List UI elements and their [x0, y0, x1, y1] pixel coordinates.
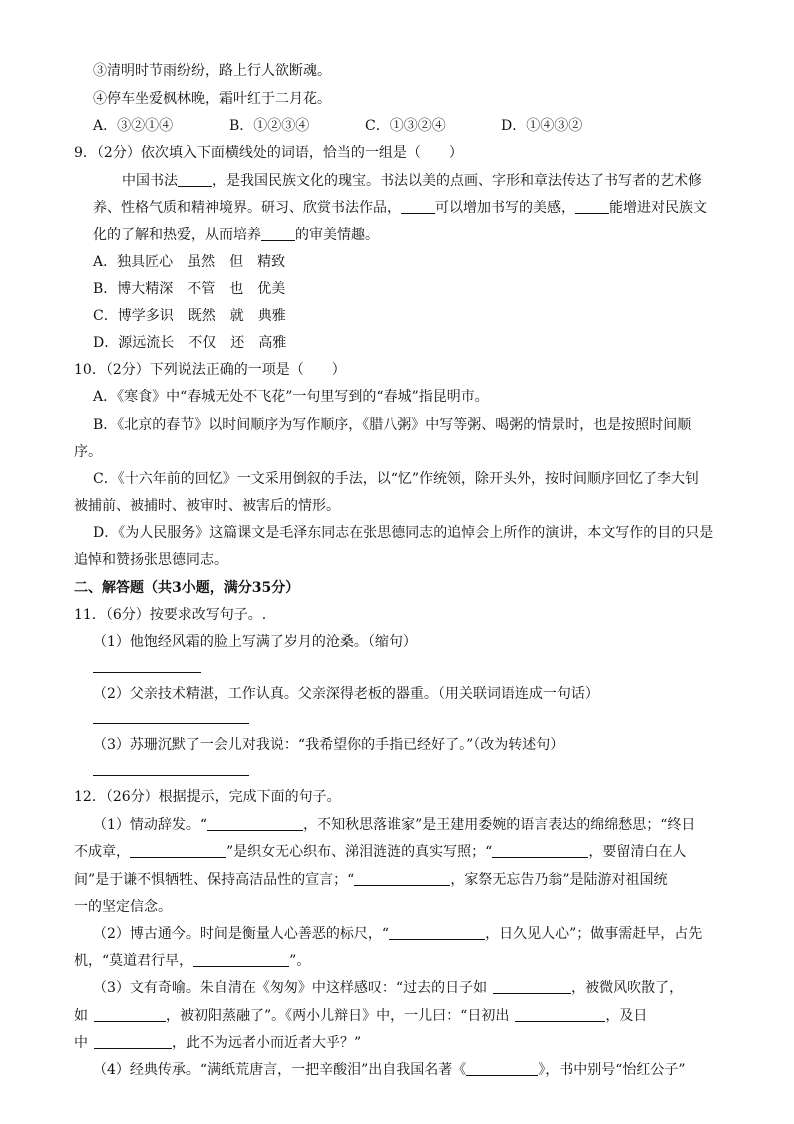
answer-blank: [493, 979, 571, 994]
q12-line-8: 如 ，被初阳蒸融了”。《两小儿辩日》中，一儿曰：“日初出 ，及日: [74, 1008, 648, 1024]
answer-blank: [94, 1034, 172, 1049]
q12-line-4: 一的坚定信念。: [74, 899, 172, 915]
q10-option-a: A．《寒食》中“春城无处不飞花”一句里写到的“春城”指昆明市。: [93, 389, 489, 405]
q12-stem: 12．（26分）根据提示，完成下面的句子。: [74, 789, 341, 805]
q8-line-3: ③清明时节雨纷纷，路上行人欲断魂。: [93, 63, 331, 79]
q9-stem: 9．（2分）依次填入下面横线处的词语，恰当的一组是（ ）: [74, 145, 463, 161]
q11-sentence-2: （2）父亲技术精湛，工作认真。父亲深得老板的器重。（用关联词语连成一句话）: [93, 686, 599, 702]
q8-option-d: D．①④③②: [501, 118, 583, 134]
q12-line-3: 间”是于谦不惧牺牲、保持高洁品性的宣言；“ ，家祭无忘告乃翁”是陆游对祖国统: [74, 872, 668, 888]
q10-option-c-line-1: C．《十六年前的回忆》一文采用倒叙的手法，以“忆”作统领，除开头外，按时间顺序回忆了李大钊: [93, 471, 700, 487]
answer-blank: [401, 199, 435, 214]
q9-passage-line-2: 养、性格气质和精神境界。研习、欣赏书法作品， 可以增加书写的美感， 能增进对民族文: [93, 200, 707, 216]
answer-blank: [575, 199, 609, 214]
q8-options: [93, 116, 582, 136]
section-title: 二、解答题（共3小题，满分35分）: [74, 580, 300, 596]
answer-blank: [466, 1061, 538, 1076]
q12-line-7: （3）文有奇喻。朱自清在《匆匆》中这样感叹：“过去的日子如 ，被微风吹散了，: [93, 980, 684, 996]
q11-answer-line-2[interactable]: [93, 723, 249, 724]
q12-line-1: （1）情动辞发。“ ，不知秋思落谁家”是王建用委婉的语言表达的绵绵愁思；“终日: [93, 817, 696, 833]
answer-blank: [130, 843, 226, 858]
q8-option-c: C．①③②④: [365, 118, 446, 134]
q10-option-d-line-2: 追悼和赞扬张思德同志。: [74, 552, 228, 568]
q10-option-b-line-2: 序。: [74, 444, 102, 460]
q9-option-c: C．博学多识 既然 就 典雅: [93, 308, 286, 324]
q9-passage-line-3: 化的了解和热爱，从而培养 的审美情趣。: [93, 227, 379, 243]
q9-option-d: D．源远流长 不仅 还 高雅: [93, 335, 287, 351]
q8-option-b: B．①②③④: [229, 118, 310, 134]
answer-blank: [178, 172, 212, 187]
q11-sentence-1: （1）他饱经风霜的脸上写满了岁月的沧桑。（缩句）: [93, 634, 417, 650]
answer-blank: [261, 226, 295, 241]
q12-line-9: 中 ，此不为远者小而近者大乎？”: [74, 1035, 362, 1051]
q11-answer-line-1[interactable]: [93, 672, 201, 673]
q9-option-a: A．独具匠心 虽然 但 精致: [93, 254, 286, 270]
answer-blank: [207, 816, 303, 831]
q12-line-2: 不成章， ”是织女无心织布、涕泪涟涟的真实写照；“ ，要留清白在人: [74, 844, 687, 860]
answer-blank: [193, 952, 289, 967]
q11-sentence-3: （3）苏珊沉默了一会儿对我说：“我希望你的手指已经好了。”（改为转述句）: [93, 737, 565, 753]
answer-blank: [354, 871, 450, 886]
q9-passage-line-1: 中国书法 ，是我国民族文化的瑰宝。书法以美的点画、字形和章法传达了书写者的艺术修: [122, 173, 702, 189]
q12-line-5: （2）博古通今。时间是衡量人心善恶的标尺，“ ，日久见人心”；做事需赶早，占先: [93, 926, 703, 942]
q8-option-a: A．③②①④: [93, 118, 174, 134]
q9-option-b: B．博大精深 不管 也 优美: [93, 281, 286, 297]
q12-line-10: （4）经典传承。“满纸荒唐言，一把辛酸泪”出自我国名著《 》，书中别号“怡红公子”: [93, 1062, 686, 1078]
q11-answer-line-3[interactable]: [93, 775, 249, 776]
answer-blank: [492, 843, 588, 858]
q8-line-4: ④停车坐爱枫林晚，霜叶红于二月花。: [93, 91, 331, 107]
answer-blank: [389, 925, 485, 940]
q10-option-b-line-1: B．《北京的春节》以时间顺序为写作顺序，《腊八粥》中写等粥、喝粥的情景时，也是按照时间顺: [93, 417, 692, 433]
answer-blank: [94, 1007, 166, 1022]
q10-stem: 10．（2分）下列说法正确的一项是（ ）: [74, 362, 346, 378]
answer-blank: [515, 1007, 605, 1022]
q10-option-c-line-2: 被捕前、被捕时、被审时、被害后的情形。: [74, 498, 340, 514]
q11-stem: 11．（6分）按要求改写句子。.: [74, 607, 267, 623]
q10-option-d-line-1: D．《为人民服务》这篇课文是毛泽东同志在张思德同志的追悼会上所作的演讲，本文写作的目的只是: [93, 525, 714, 541]
q12-line-6: 机，“莫道君行早， ”。: [74, 953, 311, 969]
